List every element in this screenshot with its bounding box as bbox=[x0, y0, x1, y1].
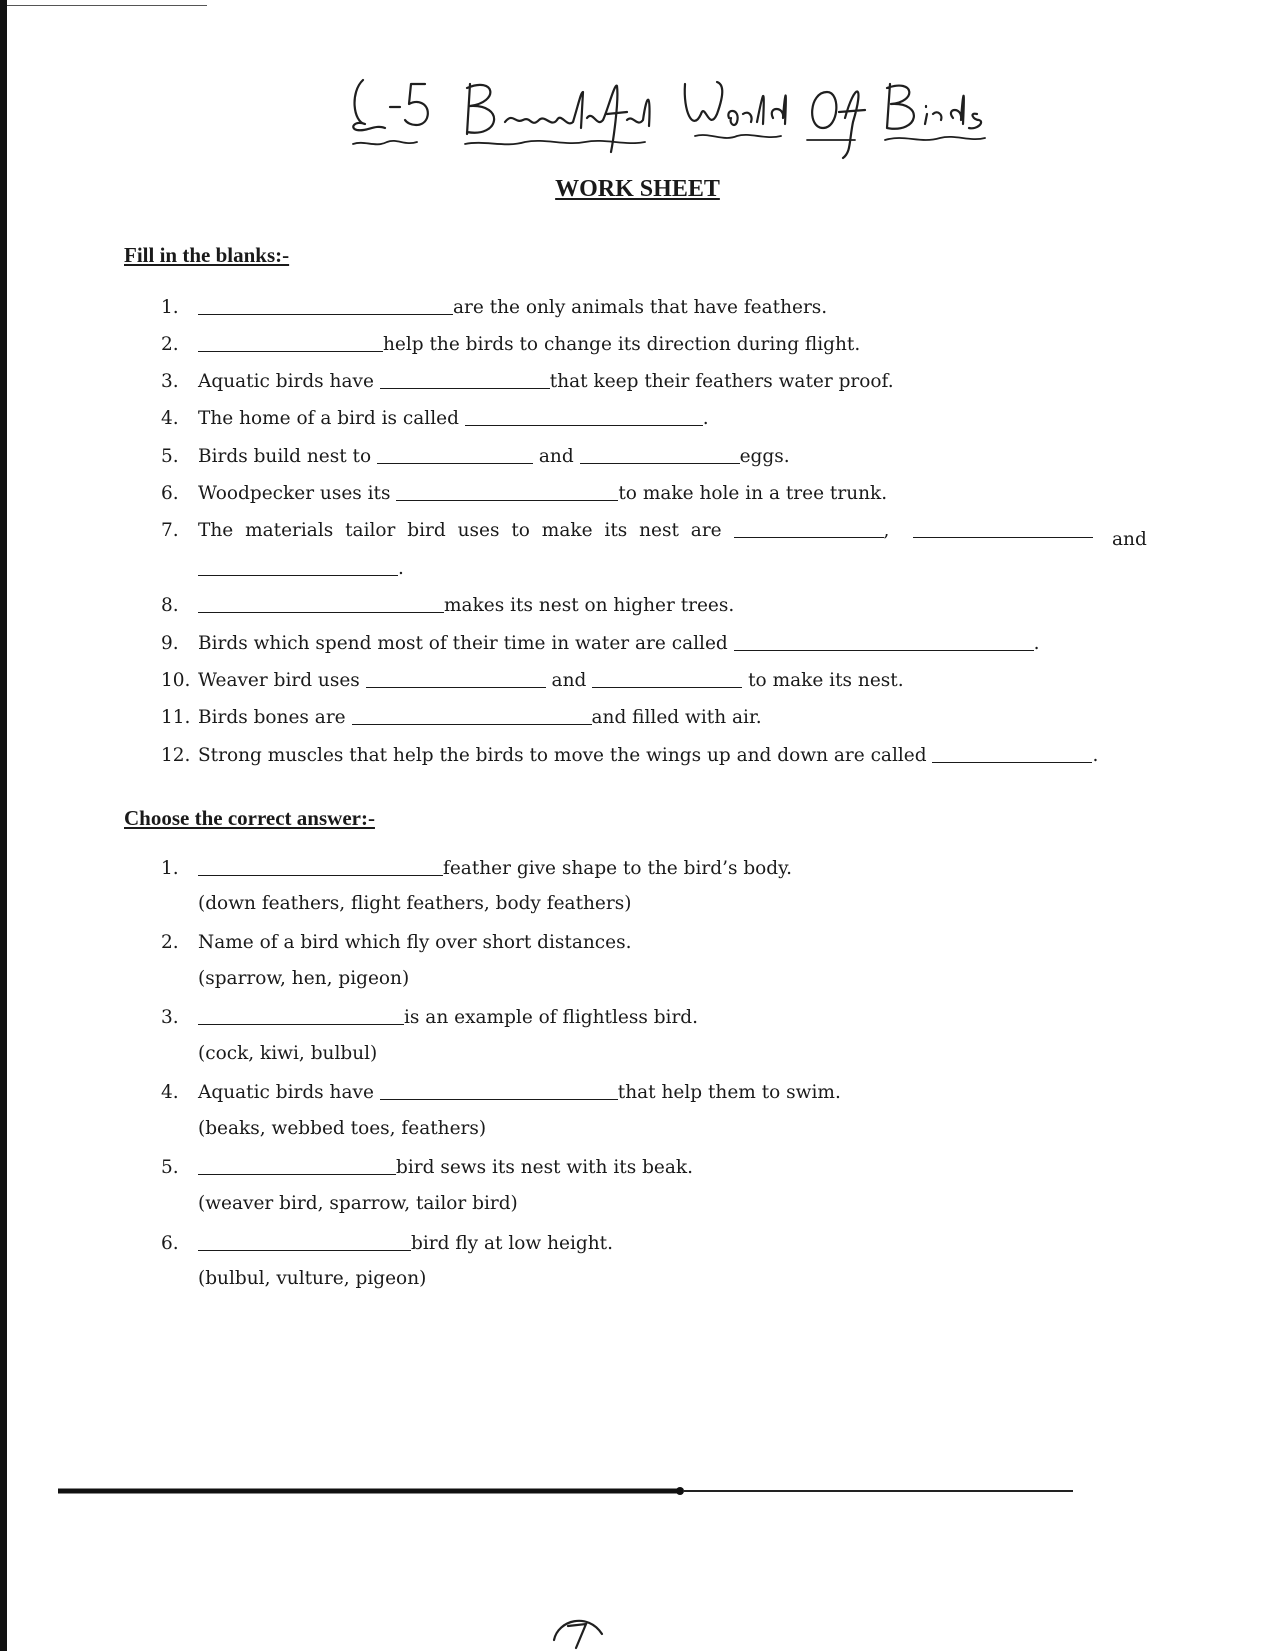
item-text: The materials tailor bird uses to make its nest are bbox=[198, 520, 734, 541]
answer-blank[interactable] bbox=[734, 632, 1034, 651]
item-number: 2. bbox=[161, 334, 179, 355]
item-text: Woodpecker uses its bbox=[198, 483, 397, 504]
answer-blank[interactable] bbox=[198, 333, 383, 352]
item-text: and bbox=[545, 670, 593, 691]
answer-blank[interactable] bbox=[380, 1081, 618, 1100]
item-number: 4. bbox=[161, 408, 179, 429]
item-text: . bbox=[1092, 745, 1099, 766]
answer-blank[interactable] bbox=[580, 445, 740, 464]
answer-blank[interactable] bbox=[198, 1006, 404, 1025]
item-number: 11. bbox=[161, 707, 191, 728]
choose-options-2: (sparrow, hen, pigeon) bbox=[198, 968, 410, 989]
answer-blank[interactable] bbox=[198, 1156, 396, 1175]
choose-answer-heading: Choose the correct answer:- bbox=[124, 806, 375, 830]
item-text: Birds bones are bbox=[198, 707, 352, 728]
answer-blank[interactable] bbox=[366, 669, 546, 688]
choose-options-6: (bulbul, vulture, pigeon) bbox=[198, 1268, 427, 1289]
item-number: 12. bbox=[161, 745, 191, 766]
answer-blank[interactable] bbox=[377, 445, 533, 464]
item-text: that help them to swim. bbox=[617, 1082, 841, 1103]
item-text: Birds which spend most of their time in water are called bbox=[198, 633, 734, 654]
item-number: 8. bbox=[161, 595, 179, 616]
item-7-and: and bbox=[1112, 529, 1147, 550]
answer-blank[interactable] bbox=[198, 857, 443, 876]
fill-blanks-heading: Fill in the blanks:- bbox=[124, 243, 290, 267]
item-text: to make its nest. bbox=[742, 670, 904, 691]
item-text: The home of a bird is called bbox=[198, 408, 465, 429]
item-text: eggs. bbox=[739, 446, 790, 467]
item-text: Name of a bird which fly over short distances. bbox=[198, 932, 632, 953]
item-text: and filled with air. bbox=[591, 707, 762, 728]
item-number: 3. bbox=[161, 371, 179, 392]
worksheet-title: WORK SHEET bbox=[555, 176, 720, 202]
answer-blank[interactable] bbox=[592, 669, 742, 688]
item-number: 1. bbox=[161, 858, 179, 879]
scan-top-edge bbox=[7, 5, 207, 6]
answer-blank[interactable] bbox=[913, 519, 1093, 538]
item-text: is an example of flightless bird. bbox=[404, 1007, 699, 1028]
item-text: , bbox=[883, 520, 890, 541]
answer-blank[interactable] bbox=[198, 296, 453, 315]
item-number: 10. bbox=[161, 670, 191, 691]
answer-blank[interactable] bbox=[198, 1232, 411, 1251]
item-text: to make hole in a tree trunk. bbox=[618, 483, 888, 504]
item-text: feather give shape to the bird’s body. bbox=[443, 858, 793, 879]
item-text: . bbox=[702, 408, 709, 429]
choose-options-1: (down feathers, flight feathers, body feathers) bbox=[198, 893, 632, 914]
choose-options-5: (weaver bird, sparrow, tailor bird) bbox=[198, 1193, 518, 1214]
answer-blank[interactable] bbox=[932, 744, 1092, 763]
answer-blank[interactable] bbox=[465, 407, 703, 426]
choose-options-3: (cock, kiwi, bulbul) bbox=[198, 1043, 378, 1064]
answer-blank[interactable] bbox=[380, 370, 550, 389]
item-number: 5. bbox=[161, 1157, 179, 1178]
item-text: . bbox=[398, 558, 404, 579]
item-text: Aquatic birds have bbox=[198, 371, 380, 392]
item-number: 7. bbox=[161, 520, 179, 541]
item-number: 4. bbox=[161, 1082, 179, 1103]
answer-blank[interactable] bbox=[396, 482, 618, 501]
answer-blank[interactable] bbox=[198, 594, 444, 613]
item-number: 1. bbox=[161, 297, 179, 318]
item-text: Weaver bird uses bbox=[198, 670, 366, 691]
item-text: are the only animals that have feathers. bbox=[453, 297, 828, 318]
item-text: that keep their feathers water proof. bbox=[549, 371, 894, 392]
item-text: and bbox=[533, 446, 580, 467]
item-text: bird fly at low height. bbox=[411, 1233, 613, 1254]
item-number: 6. bbox=[161, 483, 179, 504]
item-number: 3. bbox=[161, 1007, 179, 1028]
choose-options-4: (beaks, webbed toes, feathers) bbox=[198, 1118, 487, 1139]
answer-blank[interactable] bbox=[734, 519, 884, 538]
item-text: Birds build nest to bbox=[198, 446, 378, 467]
item-number: 2. bbox=[161, 932, 179, 953]
handwritten-title bbox=[345, 62, 1035, 162]
item-number: 9. bbox=[161, 633, 179, 654]
answer-blank[interactable] bbox=[352, 706, 592, 725]
item-text: Strong muscles that help the birds to move the wings up and down are called bbox=[198, 745, 933, 766]
item-number: 5. bbox=[161, 446, 179, 467]
item-number: 6. bbox=[161, 1233, 179, 1254]
scan-left-edge bbox=[0, 0, 7, 1651]
item-text: makes its nest on higher trees. bbox=[444, 595, 735, 616]
bottom-rule bbox=[58, 1487, 1073, 1497]
page-number bbox=[548, 1600, 608, 1651]
item-text: . bbox=[1033, 633, 1040, 654]
item-text: Aquatic birds have bbox=[198, 1082, 380, 1103]
item-text: help the birds to change its direction during flight. bbox=[383, 334, 861, 355]
answer-blank[interactable] bbox=[198, 557, 398, 576]
item-text: bird sews its nest with its beak. bbox=[396, 1157, 693, 1178]
